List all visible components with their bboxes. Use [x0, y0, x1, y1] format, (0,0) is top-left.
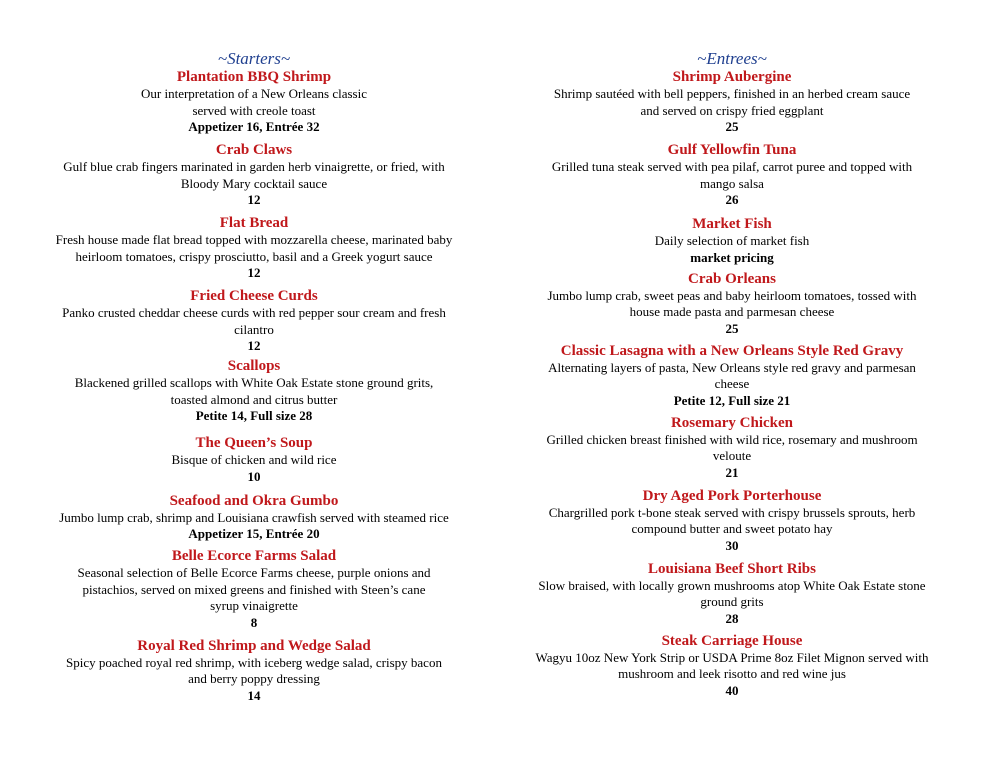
menu-item-description: [508, 233, 956, 250]
menu-item-description-line: Shrimp sautéed with bell peppers, finished in an herbed cream sauce: [553, 86, 911, 101]
menu-item-description-line: served with creole toast: [192, 102, 316, 118]
menu-item-description-line: veloute: [712, 448, 752, 463]
menu-item-description: [30, 510, 478, 527]
menu-item-description-line: heirloom tomatoes, crispy prosciutto, basil and a Greek yogurt sauce: [75, 248, 433, 264]
menu-item-description-line: pistachios, served on mixed greens and finished with Steen’s cane: [82, 581, 426, 597]
menu-item-price: 30: [725, 537, 739, 553]
menu-item: [508, 216, 956, 266]
menu-item-description-line: Chargrilled pork t-bone steak served with crispy brussels sprouts, herb: [548, 504, 916, 520]
menu-item-name: Classic Lasagna with a New Orleans Style Red Gravy: [560, 342, 904, 359]
menu-item-description: [30, 159, 478, 192]
menu-item: [30, 358, 478, 424]
menu-item-name: Flat Bread: [219, 215, 289, 231]
menu-item-description: [30, 86, 478, 119]
menu-item-description-line: Bisque of chicken and wild rice: [171, 452, 337, 467]
menu-item-description: [508, 86, 956, 119]
menu-item-price: market pricing: [690, 249, 774, 265]
menu-item-price: 21: [725, 464, 739, 480]
menu-item-description-line: Gulf blue crab fingers marinated in garden herb vinaigrette, or fried, with: [63, 159, 445, 174]
menu-item-description-line: cilantro: [234, 321, 274, 337]
menu-item: [30, 435, 478, 485]
menu-item-description-line: Alternating layers of pasta, New Orleans style red gravy and parmesan: [548, 359, 916, 375]
menu-item-price: 14: [247, 687, 261, 703]
menu-item-description-line: Spicy poached royal red shrimp, with iceberg wedge salad, crispy bacon: [66, 654, 442, 670]
menu-item-name: Shrimp Aubergine: [672, 69, 792, 85]
menu-item: [30, 288, 478, 354]
starters-title: ~Starters~: [217, 49, 291, 68]
menu-item-description-line: house made pasta and parmesan cheese: [629, 304, 835, 319]
menu-item-price: Appetizer 16, Entrée 32: [188, 119, 320, 134]
entrees-column: [508, 49, 956, 699]
menu-item-description: [30, 375, 478, 408]
menu-item: [30, 142, 478, 208]
menu-item-description-line: Grilled chicken breast finished with wild rice, rosemary and mushroom: [546, 431, 918, 447]
menu-item-description-line: Seasonal selection of Belle Ecorce Farms cheese, purple onions and: [77, 565, 431, 580]
menu-item-description-line: and berry poppy dressing: [188, 671, 320, 686]
menu-item-price: Appetizer 15, Entrée 20: [188, 526, 320, 541]
menu-item-price: 10: [247, 468, 261, 484]
menu-item-name: Scallops: [227, 358, 281, 374]
menu-item-name: Rosemary Chicken: [670, 414, 794, 431]
menu-item-description-line: Wagyu 10oz New York Strip or USDA Prime 8oz Filet Mignon served with: [535, 649, 929, 665]
menu-item-name: Crab Claws: [215, 142, 293, 158]
menu-item-price: 40: [725, 682, 739, 698]
menu-item-price: 26: [725, 192, 739, 207]
menu-item-description-line: Bloody Mary cocktail sauce: [180, 175, 328, 191]
starters-list: [30, 69, 478, 704]
menu-item: [30, 638, 478, 704]
menu-item-name: Steak Carriage House: [661, 632, 803, 649]
menu-item-description: [508, 505, 956, 538]
menu-item-description: [30, 305, 478, 338]
menu-item: [508, 69, 956, 135]
menu-item: [508, 633, 956, 699]
menu-item: [508, 488, 956, 554]
menu-item-description-line: ground grits: [700, 594, 764, 609]
menu-item-description-line: Panko crusted cheddar cheese curds with red pepper sour cream and fresh: [62, 305, 446, 320]
menu-item-price: 12: [247, 192, 261, 207]
entrees-list: [508, 69, 956, 699]
menu-item-description: [30, 452, 478, 469]
menu-item-description-line: Our interpretation of a New Orleans classic: [141, 86, 367, 101]
menu-item-description: [508, 288, 956, 321]
menu-item-name: Market Fish: [692, 216, 772, 232]
menu-item: [508, 561, 956, 627]
menu-item-description: [508, 578, 956, 611]
menu-item-description: [508, 360, 956, 393]
menu-item-name: Louisiana Beef Short Ribs: [648, 560, 816, 577]
menu-item-name: The Queen’s Soup: [195, 435, 313, 451]
menu-item-description-line: Daily selection of market fish: [654, 233, 810, 248]
menu-item-price: 28: [725, 610, 739, 626]
menu-item-description-line: Grilled tuna steak served with pea pilaf, carrot puree and topped with: [551, 159, 913, 174]
menu-item: [30, 548, 478, 631]
menu-item-description-line: cheese: [714, 376, 750, 391]
menu-item-price: 8: [250, 614, 258, 630]
menu-item-name: Crab Orleans: [688, 270, 776, 287]
menu-item-description-line: Jumbo lump crab, shrimp and Louisiana crawfish served with steamed rice: [59, 509, 449, 525]
menu-item-name: Seafood and Okra Gumbo: [169, 492, 339, 509]
menu-item-name: Belle Ecorce Farms Salad: [171, 548, 337, 564]
menu-item-name: Fried Cheese Curds: [190, 288, 318, 304]
menu-item-description-line: Slow braised, with locally grown mushrooms atop White Oak Estate stone: [538, 577, 926, 593]
menu-item-description-line: compound butter and sweet potato hay: [631, 521, 833, 536]
menu-item-description-line: Blackened grilled scallops with White Oak Estate stone ground grits,: [74, 375, 434, 390]
menu-item: [30, 69, 478, 135]
menu-item-description: [30, 565, 478, 615]
menu-item-description-line: mushroom and leek risotto and red wine jus: [618, 666, 846, 681]
menu-item-price: 12: [247, 265, 261, 280]
menu-item-description: [30, 655, 478, 688]
menu-item-price: 12: [247, 338, 261, 353]
starters-column: [30, 49, 478, 704]
menu-item-description-line: Fresh house made flat bread topped with mozzarella cheese, marinated baby: [55, 232, 453, 247]
menu-item: [30, 215, 478, 281]
menu-item-description: [508, 650, 956, 683]
menu-item-name: Dry Aged Pork Porterhouse: [642, 487, 822, 504]
menu-item: [508, 343, 956, 409]
menu-item-description: [508, 432, 956, 465]
menu-item-name: Gulf Yellowfin Tuna: [667, 142, 797, 158]
menu-item-description-line: and served on crispy fried eggplant: [640, 102, 824, 118]
menu-item: [508, 142, 956, 208]
menu-item: [508, 415, 956, 481]
menu-item-name: Royal Red Shrimp and Wedge Salad: [137, 637, 371, 654]
menu-item-description-line: toasted almond and citrus butter: [170, 391, 338, 407]
menu-item-price: Petite 12, Full size 21: [673, 392, 791, 408]
menu-item-description-line: Jumbo lump crab, sweet peas and baby heirloom tomatoes, tossed with: [547, 287, 917, 303]
menu-item-description-line: mango salsa: [700, 175, 764, 191]
menu-item-description: [508, 159, 956, 192]
menu-item-price: 25: [725, 119, 739, 134]
entrees-title: ~Entrees~: [697, 49, 767, 68]
menu-item-price: 25: [725, 320, 739, 336]
menu-item-name: Plantation BBQ Shrimp: [176, 69, 332, 85]
menu-item-description: [30, 232, 478, 265]
menu-item-price: Petite 14, Full size 28: [195, 408, 313, 423]
menu-item: [508, 271, 956, 337]
menu-item-description-line: syrup vinaigrette: [210, 598, 298, 613]
menu-item: [30, 493, 478, 543]
